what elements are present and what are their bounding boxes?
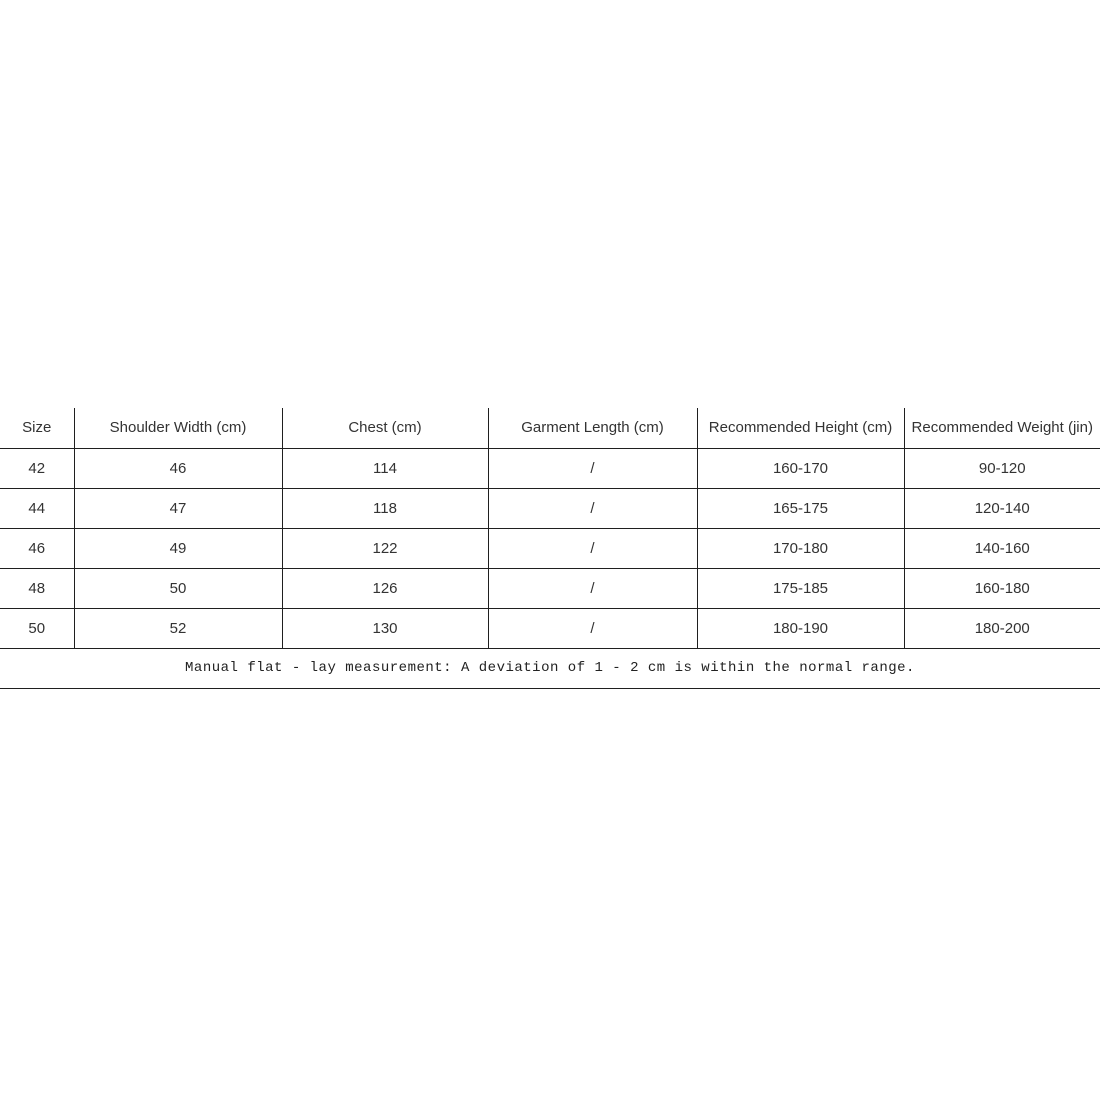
- table-cell: 49: [74, 528, 282, 568]
- column-header-chest: Chest (cm): [282, 408, 488, 448]
- table-cell: 160-180: [904, 568, 1100, 608]
- note-row: [0, 648, 1100, 688]
- table-cell: 126: [282, 568, 488, 608]
- table-cell: 118: [282, 488, 488, 528]
- column-header-garment-length: Garment Length (cm): [488, 408, 697, 448]
- table-cell: 44: [0, 488, 74, 528]
- table-cell: 47: [74, 488, 282, 528]
- measurement-note: Manual flat - lay measurement: A deviation of 1 - 2 cm is within the normal range.: [0, 648, 1100, 688]
- table-cell: 160-170: [697, 448, 904, 488]
- column-header-recommended-height: Recommended Height (cm): [697, 408, 904, 448]
- table-cell: 180-190: [697, 608, 904, 648]
- table-cell: 50: [0, 608, 74, 648]
- table-cell: 46: [74, 448, 282, 488]
- table-cell: /: [488, 568, 697, 608]
- table-cell: 46: [0, 528, 74, 568]
- table-cell: 122: [282, 528, 488, 568]
- column-header-size: Size: [0, 408, 74, 448]
- size-chart-table: [0, 408, 1100, 689]
- table-row: [0, 568, 1100, 608]
- table-cell: /: [488, 448, 697, 488]
- table-cell: 175-185: [697, 568, 904, 608]
- table-cell: 48: [0, 568, 74, 608]
- table-cell: 130: [282, 608, 488, 648]
- column-header-shoulder-width: Shoulder Width (cm): [74, 408, 282, 448]
- table-row: [0, 608, 1100, 648]
- table-cell: 120-140: [904, 488, 1100, 528]
- table-cell: 52: [74, 608, 282, 648]
- table-cell: /: [488, 608, 697, 648]
- table-cell: 140-160: [904, 528, 1100, 568]
- table-row: [0, 448, 1100, 488]
- table-cell: 180-200: [904, 608, 1100, 648]
- table-cell: 90-120: [904, 448, 1100, 488]
- table-cell: 170-180: [697, 528, 904, 568]
- table-cell: 42: [0, 448, 74, 488]
- table-row: [0, 528, 1100, 568]
- table-row: [0, 488, 1100, 528]
- header-row: [0, 408, 1100, 448]
- table-cell: /: [488, 528, 697, 568]
- column-header-recommended-weight: Recommended Weight (jin): [904, 408, 1100, 448]
- table-cell: 114: [282, 448, 488, 488]
- table-cell: 50: [74, 568, 282, 608]
- table-cell: 165-175: [697, 488, 904, 528]
- table-cell: /: [488, 488, 697, 528]
